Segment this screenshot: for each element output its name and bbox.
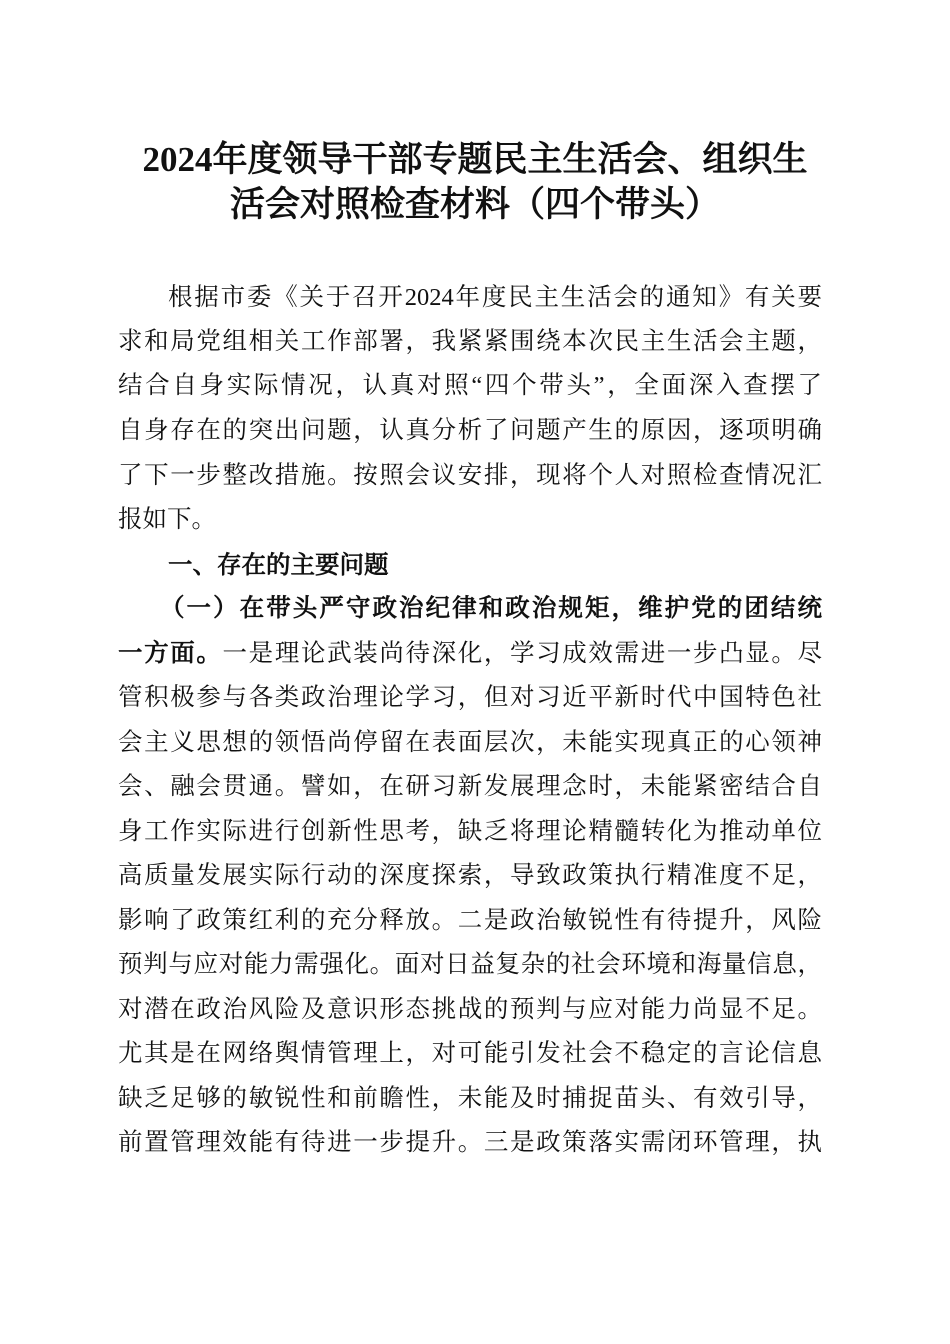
- text-line: 尤其是在网络舆情管理上，对可能引发社会不稳定的言论信息: [118, 1040, 822, 1067]
- text-line: 预判与应对能力需强化。面对日益复杂的社会环境和海量信息，: [118, 951, 822, 978]
- text-line: 管积极参与各类政治理论学习，但对习近平新时代中国特色社: [118, 684, 822, 711]
- text-segment: 一是理论武装尚待深化，学习成效需进一步凸显。尽: [222, 640, 823, 667]
- text-line: 了下一步整改措施。按照会议安排，现将个人对照检查情况汇: [118, 462, 822, 489]
- text-line: 求和局党组相关工作部署，我紧紧围绕本次民主生活会主题，: [118, 328, 822, 355]
- text-line: 影响了政策红利的充分释放。二是政治敏锐性有待提升，风险: [118, 907, 822, 934]
- text-line: [118, 639, 822, 669]
- document-title: [0, 137, 950, 227]
- text-line: 身工作实际进行创新性思考，缺乏将理论精髓转化为推动单位: [118, 818, 822, 845]
- text-line: 对潜在政治风险及意识形态挑战的预判与应对能力尚显不足。: [118, 996, 822, 1023]
- text-line: 会主义思想的领悟尚停留在表面层次，未能实现真正的心领神: [118, 729, 822, 756]
- section-heading: 一、存在的主要问题: [168, 550, 389, 579]
- text-line: 缺乏足够的敏锐性和前瞻性，未能及时捕捉苗头、有效引导，: [118, 1085, 822, 1112]
- title-line-1: 2024年度领导干部专题民主生活会、组织生: [142, 140, 808, 179]
- text-line: 结合自身实际情况，认真对照“四个带头”，全面深入查摆了: [118, 372, 822, 399]
- text-line: 报如下。: [118, 506, 216, 533]
- text-line: 自身存在的突出问题，认真分析了问题产生的原因，逐项明确: [118, 417, 822, 444]
- text-line: 高质量发展实际行动的深度探索，导致政策执行精准度不足，: [118, 862, 822, 889]
- title-line-2: 活会对照检查材料（四个带头）: [229, 185, 720, 224]
- subsection-heading: （一）在带头严守政治纪律和政治规矩，维护党的团结统: [160, 595, 822, 622]
- text-line: 会、融会贯通。譬如，在研习新发展理念时，未能紧密结合自: [118, 773, 822, 800]
- text-line: 根据市委《关于召开2024年度民主生活会的通知》有关要: [168, 284, 822, 311]
- subsection-heading-end: 一方面。: [118, 640, 223, 667]
- text-line: 前置管理效能有待进一步提升。三是政策落实需闭环管理，执: [118, 1129, 822, 1156]
